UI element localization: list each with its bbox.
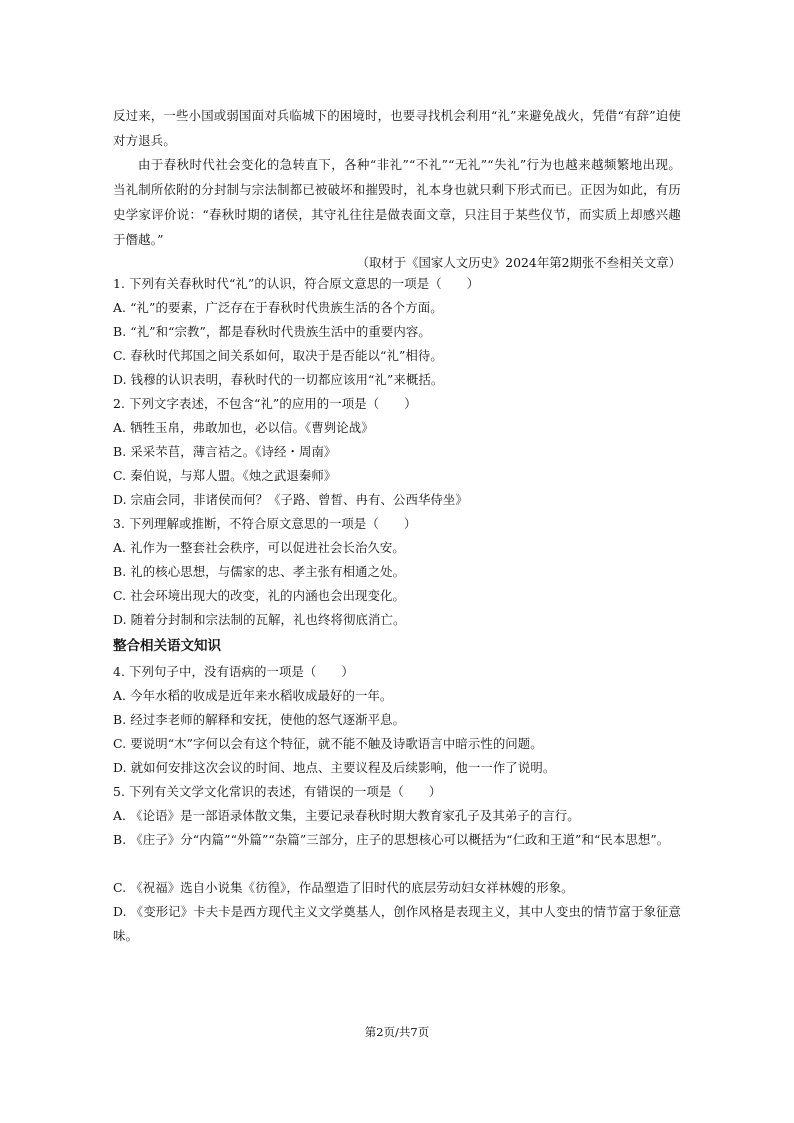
q5-option-c: C. 《祝福》选自小说集《彷徨》，作品塑造了旧时代的底层劳动妇女祥林嫂的形象。: [113, 880, 574, 895]
q1-stem: 1. 下列有关春秋时代“礼”的认识，符合原文意思的一项是（ ）: [113, 276, 480, 291]
q4-stem: 4. 下列句子中，没有语病的一项是（ ）: [113, 664, 354, 679]
q5-stem: 5. 下列有关文学文化常识的表述，有错误的一项是（ ）: [113, 784, 442, 799]
passage-paragraph-1: 反过来，一些小国或弱国面对兵临城下的困境时，也要寻找机会利用“礼”来避免战火，凭借“有辞”迫使对方退兵。: [113, 108, 681, 148]
q3-option-c: C. 社会环境出现大的改变，礼的内涵也会出现变化。: [113, 588, 406, 603]
q2-option-d: D. 宗庙会同，非诸侯而何？《子路、曾皙、冉有、公西华侍坐》: [113, 492, 468, 507]
q1-option-b: B. “礼”和“宗教”，都是春秋时代贵族生活中的重要内容。: [113, 324, 431, 339]
section-heading: 整合相关语文知识: [113, 638, 221, 654]
q1-option-c: C. 春秋时代邦国之间关系如何，取决于是否能以“礼”相待。: [113, 348, 443, 363]
q4-option-d: D. 就如何安排这次会议的时间、地点、主要议程及后续影响，他一一作了说明。: [113, 760, 556, 775]
q4-option-c: C. 要说明“木”字何以会有这个特征，就不能不触及诗歌语言中暗示性的问题。: [113, 736, 543, 751]
q3-option-a: A. 礼作为一整套社会秩序，可以促进社会长治久安。: [113, 540, 405, 555]
q4-option-a: A. 今年水稻的收成是近年来水稻收成最好的一年。: [113, 688, 393, 703]
page-number: 第2页/共7页: [364, 1025, 430, 1039]
q4-option-b: B. 经过李老师的解释和安抚，使他的怒气逐渐平息。: [113, 712, 406, 727]
q2-option-a: A. 牺牲玉帛，弗敢加也，必以信。《曹刿论战》: [113, 420, 374, 435]
q3-option-d: D. 随着分封制和宗法制的瓦解，礼也终将彻底消亡。: [113, 612, 406, 627]
passage-source: （取材于《国家人文历史》2024年第2期张不叁相关文章）: [356, 255, 681, 270]
q5-option-b: B. 《庄子》分“内篇”“外篇”“杂篇”三部分，庄子的思想核心可以概括为“仁政和王道”和“民本思想”。: [113, 832, 670, 847]
passage-paragraph-2: 由于春秋时代社会变化的急转直下，各种“非礼”“不礼”“无礼”“失礼”行为也越来越频繁地出现。当礼制所依附的分封制与宗法制都已被破坏和摧毁时，礼本身也就只剩下形式而已。正因为如此，有历史学家评价说：“春秋时期的诸侯，其守礼往往是做表面文章，只注目于某些仪节，而实质上却感兴趣于僭越。”: [113, 157, 681, 247]
q3-option-b: B. 礼的核心思想，与儒家的忠、孝主张有相通之处。: [113, 564, 406, 579]
q2-stem: 2. 下列文字表述，不包含“礼”的应用的一项是（ ）: [113, 396, 417, 411]
q2-option-b: B. 采采芣苢，薄言袺之。《诗经・周南》: [113, 444, 337, 459]
q1-option-a: A. “礼”的要素，广泛存在于春秋时代贵族生活的各个方面。: [113, 300, 443, 315]
q5-option-d: D. 《变形记》卡夫卡是西方现代主义文学奠基人，创作风格是表现主义，其中人变虫的情节富于象征意味。: [113, 904, 681, 943]
q1-option-d: D. 钱穆的认识表明，春秋时代的一切都应该用“礼”来概括。: [113, 372, 444, 387]
q3-stem: 3. 下列理解或推断，不符合原文意思的一项是（ ）: [113, 516, 417, 531]
q2-option-c: C. 秦伯说，与郑人盟。《烛之武退秦师》: [113, 468, 337, 483]
q5-option-a: A. 《论语》是一部语录体散文集，主要记录春秋时期大教育家孔子及其弟子的言行。: [113, 808, 580, 823]
